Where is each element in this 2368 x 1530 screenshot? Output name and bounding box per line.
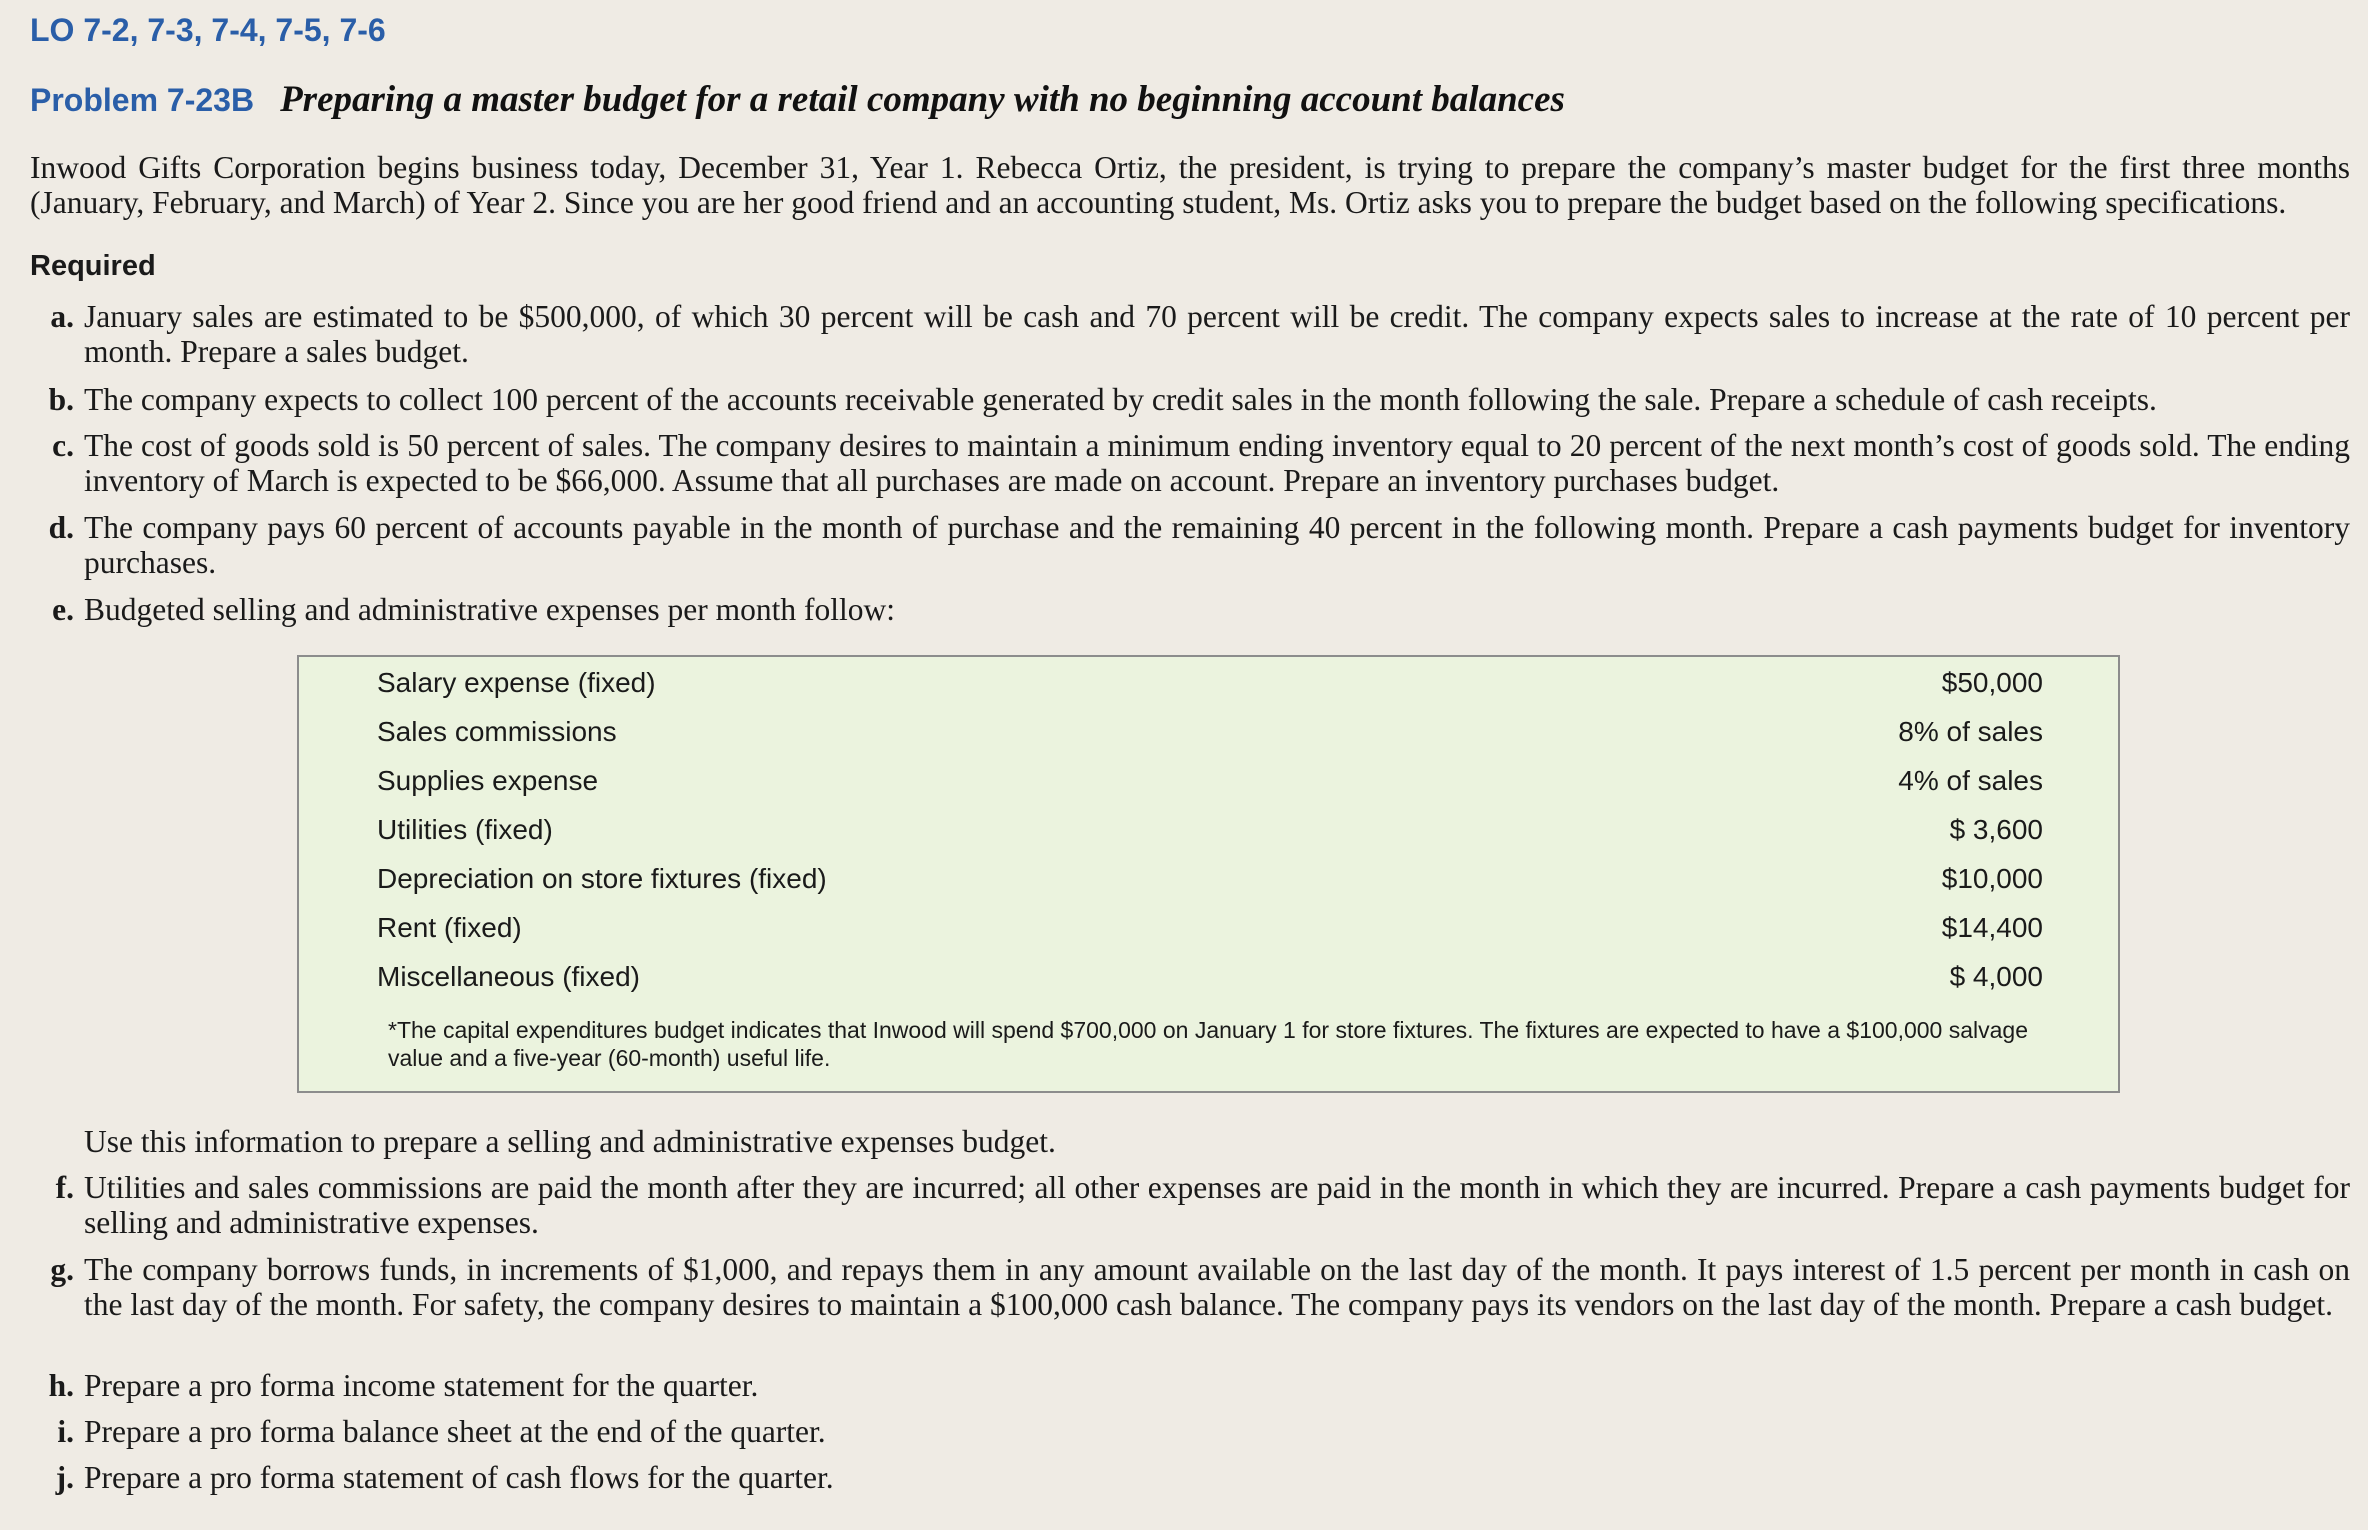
requirement-letter: d. [48, 510, 74, 545]
requirement-text: Prepare a pro forma income statement for the quarter. [84, 1368, 759, 1403]
capital-expenditure-footnote: *The capital expenditures budget indicates that Inwood will spend $700,000 on January 1 for store fixtures. The fixtures are expected to have a $100,000 salvage value and a five-year (60-month) useful life. [388, 1017, 2029, 1071]
expense-row [377, 859, 2043, 899]
expense-label: Utilities (fixed) [377, 814, 553, 845]
requirement-text: The company pays 60 percent of accounts payable in the month of purchase and the remaining 40 percent in the following month. Prepare a cash payments budget for inventory purchases. [84, 510, 2350, 580]
expense-value: $14,400 [1941, 912, 2043, 943]
requirement-text: The cost of goods sold is 50 percent of sales. The company desires to maintain a minimum ending inventory equal to 20 percent of the next month’s cost of goods sold. The ending inventory of March is expected to be $66,000. Assume that all purchases are made on account. Prepare an inventory purchases budget. [84, 428, 2350, 498]
learning-objectives: LO 7-2, 7-3, 7-4, 7-5, 7-6 [30, 12, 386, 48]
required-heading: Required [30, 250, 156, 282]
requirement-letter: e. [52, 592, 74, 627]
expense-label: Rent (fixed) [377, 912, 522, 943]
expense-row [377, 663, 2043, 703]
requirement-text: Budgeted selling and administrative expenses per month follow: [84, 592, 895, 627]
expense-value: 8% of sales [1898, 716, 2043, 747]
expense-label: Miscellaneous (fixed) [377, 961, 640, 992]
intro-paragraph: Inwood Gifts Corporation begins business today, December 31, Year 1. Rebecca Ortiz, the president, is trying to prepare the company’s master budget for the first three months (January, February, and March) of Year 2. Since you are her good friend and an accounting student, Ms. Ortiz asks you to prepare the budget based on the following specifications. [30, 150, 2350, 220]
requirement-text: Prepare a pro forma balance sheet at the end of the quarter. [84, 1414, 826, 1449]
requirement-text: The company borrows funds, in increments of $1,000, and repays them in any amount available on the last day of the month. It pays interest of 1.5 percent per month in cash on the last day of the month. For safety, the company desires to maintain a $100,000 cash balance. The company pays its vendors on the last day of the month. Prepare a cash budget. [84, 1252, 2350, 1322]
requirement-text: Prepare a pro forma statement of cash flows for the quarter. [84, 1460, 834, 1495]
expense-value: 4% of sales [1898, 765, 2043, 796]
expense-value: $ 4,000 [1949, 961, 2043, 992]
expenses-table [297, 655, 2120, 1093]
expense-label: Depreciation on store fixtures (fixed) [377, 863, 827, 894]
expense-label: Supplies expense [377, 765, 599, 796]
expense-label: Salary expense (fixed) [377, 667, 656, 698]
expense-value: $ 3,600 [1949, 814, 2043, 845]
expense-row [377, 810, 2043, 850]
use-information-note: Use this information to prepare a selling and administrative expenses budget. [84, 1124, 1056, 1159]
requirement-letter: j. [55, 1460, 74, 1495]
requirement-letter: f. [55, 1170, 74, 1205]
problem-heading [30, 78, 1565, 121]
problem-title: Preparing a master budget for a retail company with no beginning account balances [280, 79, 1565, 120]
expense-row [377, 761, 2043, 801]
expense-value: $10,000 [1941, 863, 2043, 894]
expense-value: $50,000 [1941, 667, 2043, 698]
requirement-text: The company expects to collect 100 percent of the accounts receivable generated by credit sales in the month following the sale. Prepare a schedule of cash receipts. [84, 382, 2157, 417]
requirement-letter: b. [48, 382, 74, 417]
requirement-letter: i. [57, 1414, 74, 1449]
problem-number: Problem 7-23B [30, 82, 255, 118]
requirement-letter: a. [50, 299, 74, 334]
requirement-letter: h. [48, 1368, 74, 1403]
requirement-letter: c. [52, 428, 74, 463]
expense-label: Sales commissions [377, 716, 617, 747]
expense-row [377, 712, 2043, 752]
requirement-text: Utilities and sales commissions are paid the month after they are incurred; all other expenses are paid in the month in which they are incurred. Prepare a cash payments budget for selling and administrative expenses. [84, 1170, 2350, 1240]
requirement-text: January sales are estimated to be $500,000, of which 30 percent will be cash and 70 percent will be credit. The company expects sales to increase at the rate of 10 percent per month. Prepare a sales budget. [84, 299, 2350, 369]
expense-row [377, 957, 2043, 997]
requirement-letter: g. [50, 1252, 74, 1287]
expense-row [377, 908, 2043, 948]
